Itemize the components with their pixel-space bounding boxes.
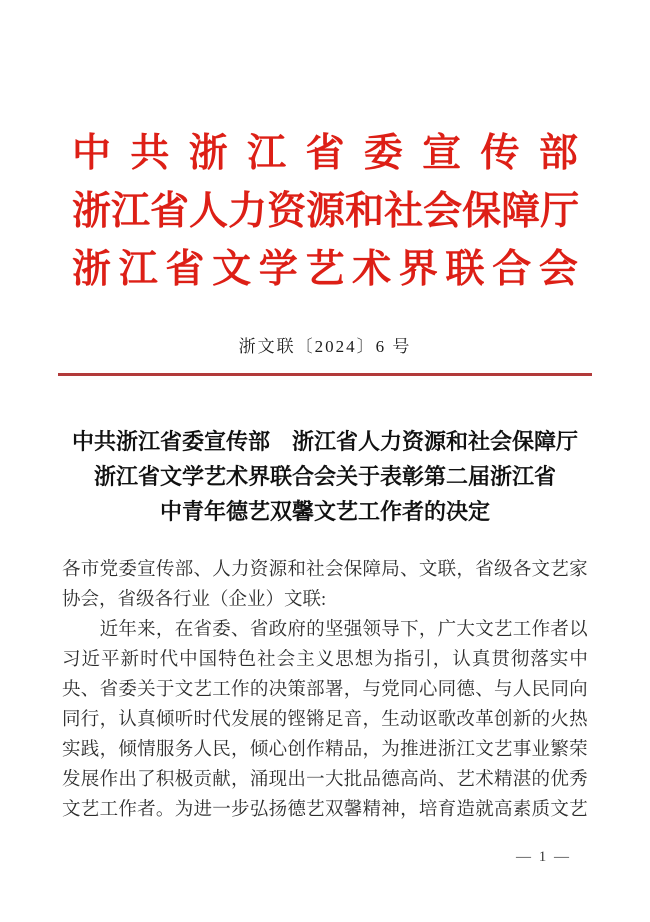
body-line-9: 文 艺 工 作 者 。 为 进 一 步 弘 扬 德 艺 双 馨 精 神 ， 培 育 造 就 高 素 质 文 艺 — [62, 800, 588, 820]
body-line-5: 央 、 省 委 关 于 文 艺 工 作 的 决 策 部 署 ， 与 党 同 心 同 德 、 与 人 民 同 向 — [62, 680, 588, 700]
body-line-4: 习 近 平 新 时 代 中 国 特 色 社 会 主 义 思 想 为 指 引 ， 认 真 贯 彻 落 实 中 — [62, 650, 588, 670]
red-divider-line — [58, 373, 592, 376]
letterhead-line-1: 中 共 浙 江 省 委 宣 传 部 — [72, 132, 578, 175]
document-title — [40, 424, 610, 529]
body-line-7: 实 践 ， 倾 情 服 务 人 民 ， 倾 心 创 作 精 品 ， 为 推 进 浙 江 文 艺 事 业 繁 荣 — [62, 740, 588, 760]
body-line-1: 各 市 党 委 宣 传 部 、 人 力 资 源 和 社 会 保 障 局 、 文 联 ， 省 级 各 文 艺 家 — [62, 560, 588, 580]
document-number: 浙文联〔2024〕6 号 — [238, 337, 412, 356]
page-number: — 1 — — [516, 849, 571, 865]
document-body — [62, 553, 588, 823]
title-line-1: 中共浙江省委宣传部 浙江省人力资源和社会保障厅 — [71, 429, 578, 454]
body-line-6: 同 行 ， 认 真 倾 听 时 代 发 展 的 铿 锵 足 音 ， 生 动 讴 歌 改 革 创 新 的 火 热 — [62, 710, 588, 730]
letterhead-line-2: 浙 江 省 人 力 资 源 和 社 会 保 障 厅 — [72, 190, 580, 233]
body-line-2: 协会，省级各行业（企业）文联: — [62, 590, 327, 610]
letterhead-line-3: 浙 江 省 文 学 艺 术 界 联 合 会 — [72, 248, 578, 291]
body-line-8: 发 展 作 出 了 积 极 贡 献 ， 涌 现 出 一 大 批 品 德 高 尚 、 艺 术 精 湛 的 优 秀 — [62, 770, 588, 790]
title-line-2: 浙江省文学艺术界联合会关于表彰第二届浙江省 — [93, 464, 556, 489]
title-line-3: 中青年德艺双馨文艺工作者的决定 — [159, 499, 490, 524]
body-line-3: 近 年 来 ， 在 省 委 、 省 政 府 的 坚 强 领 导 下 ， 广 大 文 艺 工 作 者 以 — [99, 620, 588, 640]
letterhead — [72, 121, 578, 295]
